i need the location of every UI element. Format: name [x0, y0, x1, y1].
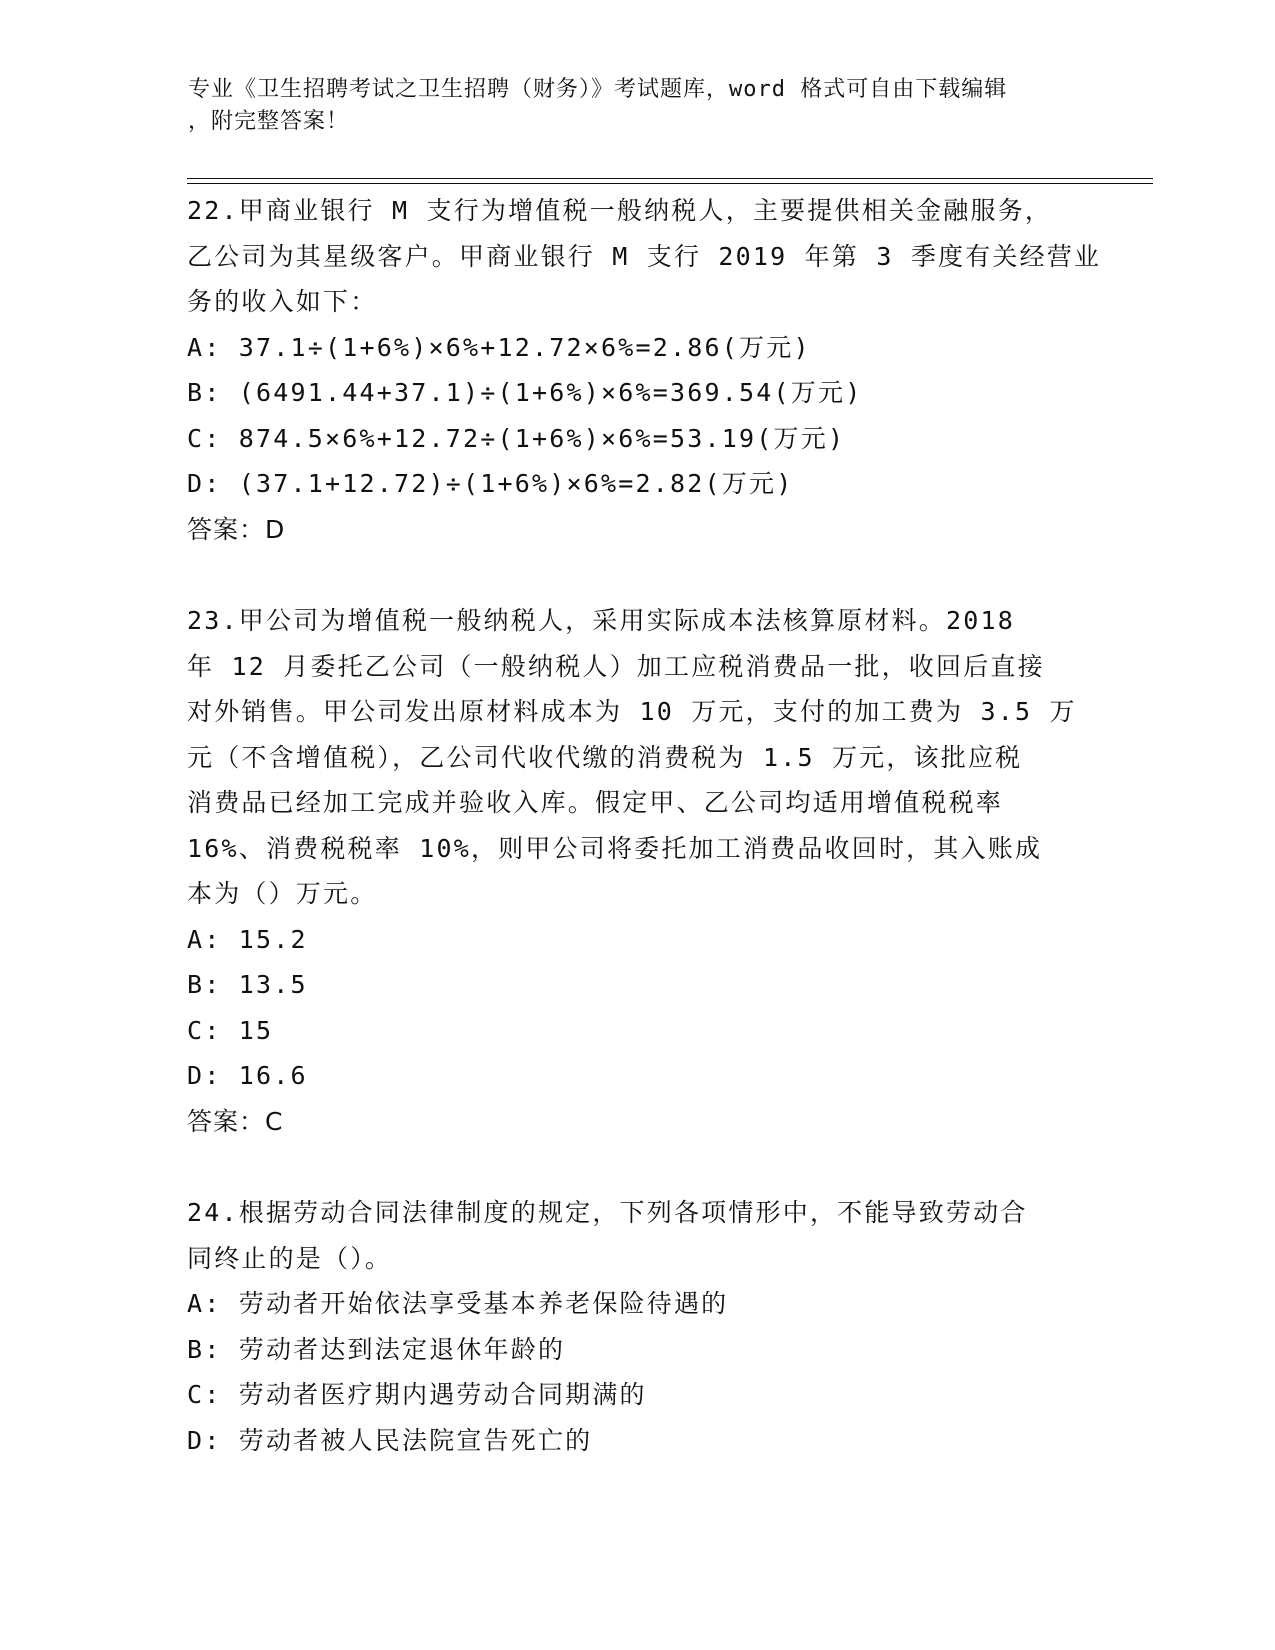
- question-stem-line: 消费品已经加工完成并验收入库。假定甲、乙公司均适用增值税税率: [187, 788, 1004, 817]
- question-stem-line: 22.甲商业银行 M 支行为增值税一般纳税人，主要提供相关金融服务，: [187, 196, 1053, 225]
- question-list: [187, 188, 1102, 1463]
- option-c: C: 15: [187, 1015, 274, 1045]
- question-24: [187, 1190, 1087, 1463]
- question-stem-line: 乙公司为其星级客户。甲商业银行 M 支行 2019 年第 3 季度有关经营业: [187, 241, 1102, 271]
- header-line-2: ，附完整答案！: [188, 109, 350, 134]
- option-d: D: (37.1+12.72)÷(1+6%)×6%=2.82(万元): [187, 469, 794, 498]
- question-stem-line: 本为（）万元。: [187, 879, 378, 908]
- option-b: B: (6491.44+37.1)÷(1+6%)×6%=369.54(万元): [187, 378, 863, 407]
- option-a: A: 37.1÷(1+6%)×6%+12.72×6%=2.86(万元): [187, 332, 811, 362]
- question-stem-line: 务的收入如下：: [187, 287, 378, 316]
- question-stem-line: 对外销售。甲公司发出原材料成本为 10 万元，支付的加工费为 3.5 万: [187, 697, 1077, 726]
- question-stem-line: 元（不含增值税），乙公司代收代缴的消费税为 1.5 万元，该批应税: [187, 742, 1023, 772]
- option-c: C: 874.5×6%+12.72÷(1+6%)×6%=53.19(万元): [187, 423, 846, 453]
- option-d: D: 16.6: [187, 1061, 308, 1090]
- answer-label: 答案：D: [187, 514, 286, 544]
- question-23: [187, 598, 1087, 1144]
- question-stem-line: 23.甲公司为增值税一般纳税人，采用实际成本法核算原材料。2018: [187, 606, 1015, 635]
- question-stem-line: 16%、消费税税率 10%，则甲公司将委托加工消费品收回时，其入账成: [187, 833, 1043, 863]
- question-stem-line: 同终止的是（）。: [187, 1243, 393, 1273]
- question-22: [187, 188, 1102, 552]
- option-a: A: 15.2: [187, 924, 308, 954]
- header-rule-top: [187, 178, 1153, 179]
- question-stem-line: 年 12 月委托乙公司（一般纳税人）加工应税消费品一批，收回后直接: [187, 651, 1045, 681]
- option-c: C: 劳动者医疗期内遇劳动合同期满的: [187, 1380, 647, 1409]
- header-rule-bottom: [187, 183, 1153, 184]
- option-b: B: 13.5: [187, 970, 308, 999]
- page-header: [188, 74, 1078, 138]
- answer-label: 答案：C: [187, 1106, 284, 1136]
- option-d: D: 劳动者被人民法院宣告死亡的: [187, 1425, 593, 1455]
- question-stem-line: 24.根据劳动合同法律制度的规定，下列各项情形中，不能导致劳动合: [187, 1198, 1028, 1227]
- option-b: B: 劳动者达到法定退休年龄的: [187, 1334, 566, 1364]
- option-a: A: 劳动者开始依法享受基本养老保险待遇的: [187, 1289, 729, 1318]
- header-line-1: 专业《卫生招聘考试之卫生招聘（财务）》考试题库，word 格式可自由下载编辑: [188, 77, 1008, 102]
